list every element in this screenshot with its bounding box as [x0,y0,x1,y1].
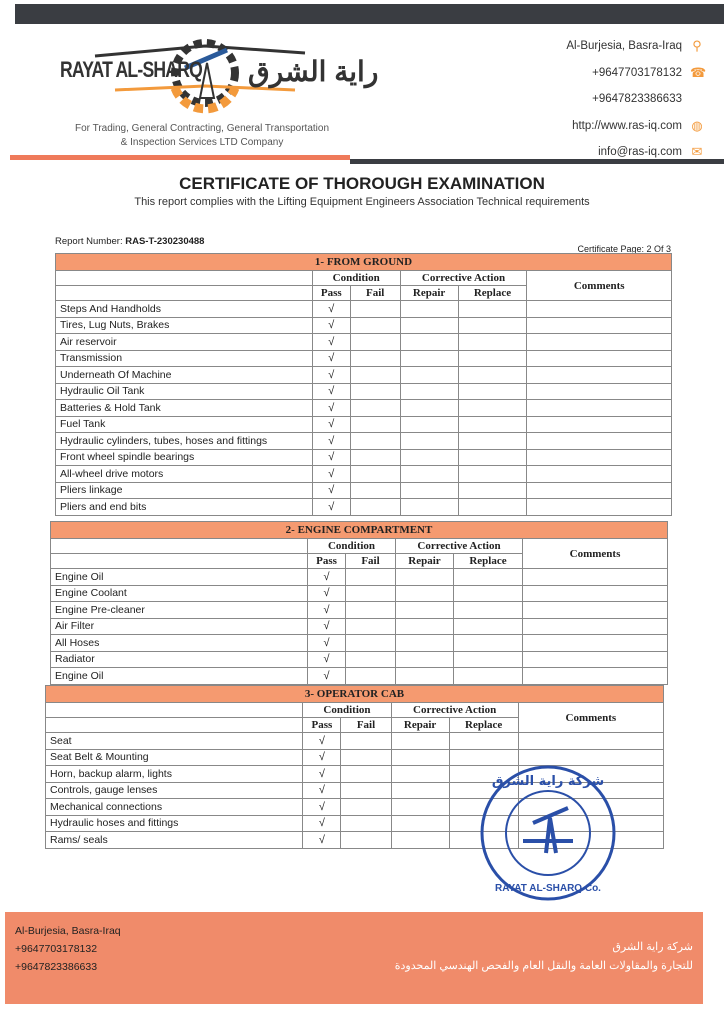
pass-header: Pass [312,286,350,301]
item-label: Engine Pre-cleaner [51,602,308,619]
replace-cell[interactable] [454,602,523,619]
section-title: 3- OPERATOR CAB [46,686,664,703]
table-row [51,635,668,652]
comments-cell[interactable] [527,416,672,433]
report-number-label: Report Number: [55,236,126,247]
corrective-action-header: Corrective Action [400,271,527,286]
pass-check-cell[interactable]: √ [312,466,350,483]
repair-cell[interactable] [391,832,449,849]
contact-text: +9647703178132 [592,66,682,79]
comments-cell[interactable] [523,651,668,668]
repair-cell[interactable] [400,367,458,384]
inspection-table-1 [55,253,672,516]
pass-check-cell[interactable]: √ [312,482,350,499]
replace-cell[interactable] [458,433,527,450]
fail-cell[interactable] [346,635,396,652]
comments-cell[interactable] [527,383,672,400]
item-label: Pliers linkage [56,482,313,499]
orange-divider [10,155,350,160]
item-label: Hydraulic hoses and fittings [46,815,303,832]
repair-cell[interactable] [391,782,449,799]
comments-cell[interactable] [527,317,672,334]
section-title: 2- ENGINE COMPARTMENT [51,522,668,539]
repair-cell[interactable] [396,651,454,668]
pass-check-cell[interactable]: √ [312,433,350,450]
item-label: Hydraulic cylinders, tubes, hoses and fittings [56,433,313,450]
pass-check-cell[interactable]: √ [312,400,350,417]
comments-cell[interactable] [527,433,672,450]
repair-cell[interactable] [400,334,458,351]
pass-header: Pass [308,554,346,569]
replace-cell[interactable] [454,618,523,635]
fail-cell[interactable] [350,350,400,367]
comments-cell[interactable] [518,733,663,750]
replace-cell[interactable] [449,733,518,750]
repair-cell[interactable] [391,799,449,816]
fail-cell[interactable] [341,832,391,849]
globe-icon: ◍ [691,117,703,133]
repair-cell[interactable] [396,618,454,635]
fail-cell[interactable] [350,301,400,318]
contact-item [566,113,704,140]
replace-cell[interactable] [454,635,523,652]
logo-text-ar: راية الشرق [248,56,379,87]
table-row [51,668,668,685]
dark-divider [350,159,724,164]
contact-item [566,60,707,87]
comments-cell[interactable] [523,635,668,652]
item-label: Controls, gauge lenses [46,782,303,799]
fail-cell[interactable] [346,569,396,586]
pass-check-cell[interactable]: √ [312,350,350,367]
repair-cell[interactable] [400,499,458,516]
contact-text: +9647823386633 [592,93,682,106]
comments-cell[interactable] [527,400,672,417]
comments-cell[interactable] [523,668,668,685]
table-row [56,301,672,318]
replace-cell[interactable] [458,367,527,384]
replace-cell[interactable] [454,569,523,586]
repair-cell[interactable] [400,350,458,367]
certificate-title: CERTIFICATE OF THOROUGH EXAMINATION [179,174,545,193]
pass-check-cell[interactable]: √ [312,383,350,400]
blank-cell [51,539,308,554]
blank-cell [56,271,313,286]
comments-cell[interactable] [527,499,672,516]
table-row [56,383,672,400]
table-row [51,585,668,602]
pass-check-cell[interactable]: √ [303,766,341,783]
repair-cell[interactable] [396,668,454,685]
repair-header: Repair [391,718,449,733]
logo-text-en: RAYAT AL-SHARQ [60,57,203,82]
repair-cell[interactable] [400,449,458,466]
repair-header: Repair [400,286,458,301]
item-label: Fuel Tank [56,416,313,433]
fail-cell[interactable] [341,766,391,783]
table-row [56,350,672,367]
footer-band [5,912,703,1004]
repair-cell[interactable] [396,602,454,619]
item-label: All Hoses [51,635,308,652]
replace-cell[interactable] [454,585,523,602]
repair-cell[interactable] [396,635,454,652]
replace-cell[interactable] [458,350,527,367]
contact-list [566,33,707,166]
repair-cell[interactable] [400,400,458,417]
inspection-table-2 [50,521,668,685]
section-header [46,686,664,703]
fail-cell[interactable] [350,317,400,334]
replace-cell[interactable] [454,668,523,685]
replace-cell[interactable] [458,317,527,334]
replace-cell[interactable] [458,334,527,351]
replace-header: Replace [454,554,523,569]
comments-cell[interactable] [527,449,672,466]
item-label: Radiator [51,651,308,668]
fail-cell[interactable] [350,400,400,417]
table-row [56,449,672,466]
comments-cell[interactable] [527,367,672,384]
comments-cell[interactable] [527,334,672,351]
tagline [58,122,346,150]
certificate-page: Certificate Page: 2 Of 3 [577,244,671,254]
comments-cell[interactable] [527,466,672,483]
phone-icon: ☎ [690,64,707,80]
repair-cell[interactable] [396,569,454,586]
item-label: Transmission [56,350,313,367]
report-number-value: RAS-T-230230488 [125,236,205,247]
repair-cell[interactable] [396,585,454,602]
item-label: Front wheel spindle bearings [56,449,313,466]
report-number [55,236,204,247]
table-row [51,618,668,635]
table-row [51,569,668,586]
replace-cell[interactable] [458,449,527,466]
comments-cell[interactable] [523,569,668,586]
replace-cell[interactable] [458,482,527,499]
comments-cell[interactable] [527,482,672,499]
table-row [46,733,664,750]
repair-header: Repair [396,554,454,569]
footer-company-desc-ar: للتجارة والمقاولات العامة والنقل العام والفحص الهندسي المحدودة [394,960,693,972]
fail-cell[interactable] [350,449,400,466]
replace-cell[interactable] [454,651,523,668]
fail-header: Fail [341,718,391,733]
table-row [56,499,672,516]
footer-arabic [395,938,693,976]
footer-phone-1: +9647703178132 [15,943,98,955]
item-label: Steps And Handholds [56,301,313,318]
comments-cell[interactable] [523,585,668,602]
column-group-header [46,703,664,718]
item-label: Engine Oil [51,569,308,586]
fail-cell[interactable] [346,585,396,602]
tagline-line-1: For Trading, General Contracting, General Transportation [74,123,330,134]
item-label: All-wheel drive motors [56,466,313,483]
footer-contacts [15,922,121,976]
item-label: Engine Oil [51,668,308,685]
company-stamp-icon [478,763,618,903]
fail-cell[interactable] [341,815,391,832]
corrective-action-header: Corrective Action [396,539,523,554]
fail-cell[interactable] [350,367,400,384]
repair-cell[interactable] [391,749,449,766]
svg-text:شركة راية الشرق: شركة راية الشرق [491,774,605,789]
table-row [56,416,672,433]
repair-cell[interactable] [400,383,458,400]
footer-address: Al-Burjesia, Basra-Iraq [15,925,121,937]
tagline-line-2: & Inspection Services LTD Company [120,137,284,148]
pass-check-cell[interactable]: √ [308,635,346,652]
blank-cell [56,286,313,301]
column-group-header [56,271,672,286]
pass-check-cell[interactable]: √ [308,585,346,602]
certificate-subtitle: This report complies with the Lifting Equipment Engineers Association Technical requirements [134,196,590,208]
replace-cell[interactable] [458,466,527,483]
pass-check-cell[interactable]: √ [303,733,341,750]
blank-cell [46,703,303,718]
replace-header: Replace [458,286,527,301]
replace-cell[interactable] [458,416,527,433]
repair-cell[interactable] [400,482,458,499]
repair-cell[interactable] [391,733,449,750]
fail-cell[interactable] [350,466,400,483]
fail-cell[interactable] [350,383,400,400]
blank-cell [46,718,303,733]
condition-header: Condition [303,703,391,718]
item-label: Air reservoir [56,334,313,351]
pass-check-cell[interactable]: √ [312,334,350,351]
replace-cell[interactable] [458,499,527,516]
pass-check-cell[interactable]: √ [303,815,341,832]
fail-cell[interactable] [350,416,400,433]
fail-cell[interactable] [341,799,391,816]
fail-cell[interactable] [346,651,396,668]
table-row [56,433,672,450]
comments-cell[interactable] [523,602,668,619]
contact-item [566,33,704,60]
replace-cell[interactable] [458,383,527,400]
fail-cell[interactable] [350,334,400,351]
svg-text:RAYAT AL-SHARQ Co.: RAYAT AL-SHARQ Co. [495,883,601,894]
section-title: 1- FROM GROUND [56,254,672,271]
comments-cell[interactable] [527,301,672,318]
item-label: Seat [46,733,303,750]
table-row [51,651,668,668]
location-pin-icon: ⚲ [692,38,702,54]
pass-check-cell[interactable]: √ [312,449,350,466]
pass-check-cell[interactable]: √ [303,749,341,766]
pass-check-cell[interactable]: √ [312,301,350,318]
table-row [56,334,672,351]
pass-check-cell[interactable]: √ [303,799,341,816]
repair-cell[interactable] [391,766,449,783]
condition-header: Condition [312,271,400,286]
fail-cell[interactable] [341,782,391,799]
condition-header: Condition [308,539,396,554]
comments-cell[interactable] [527,350,672,367]
item-label: Pliers and end bits [56,499,313,516]
section-header [51,522,668,539]
table-row [56,466,672,483]
contact-text: Al-Burjesia, Basra-Iraq [566,40,682,53]
contact-text: info@ras-iq.com [598,146,682,159]
comments-header: Comments [523,539,668,569]
fail-cell[interactable] [346,668,396,685]
item-label: Mechanical connections [46,799,303,816]
table-row [56,367,672,384]
repair-cell[interactable] [400,416,458,433]
fail-cell[interactable] [341,749,391,766]
comments-cell[interactable] [523,618,668,635]
pass-check-cell[interactable]: √ [303,832,341,849]
table-row [51,602,668,619]
pass-check-cell[interactable]: √ [308,668,346,685]
fail-cell[interactable] [350,433,400,450]
item-label: Seat Belt & Mounting [46,749,303,766]
section-header [56,254,672,271]
item-label: Hydraulic Oil Tank [56,383,313,400]
footer-company-name-ar: شركة راية الشرق [612,941,693,953]
fail-cell[interactable] [350,499,400,516]
header-dark-bar [15,4,724,24]
item-label: Rams/ seals [46,832,303,849]
item-label: Batteries & Hold Tank [56,400,313,417]
contact-text: http://www.ras-iq.com [572,119,682,132]
item-label: Engine Coolant [51,585,308,602]
fail-cell[interactable] [341,733,391,750]
fail-cell[interactable] [346,618,396,635]
fail-cell[interactable] [350,482,400,499]
pass-check-cell[interactable]: √ [303,782,341,799]
pass-check-cell[interactable]: √ [312,416,350,433]
item-label: Underneath Of Machine [56,367,313,384]
fail-header: Fail [350,286,400,301]
repair-cell[interactable] [400,301,458,318]
contact-icon-placeholder [690,92,704,106]
comments-header: Comments [518,703,663,733]
replace-cell[interactable] [458,400,527,417]
repair-cell[interactable] [391,815,449,832]
item-label: Tires, Lug Nuts, Brakes [56,317,313,334]
contact-item [566,86,704,113]
pass-check-cell[interactable]: √ [308,569,346,586]
blank-cell [51,554,308,569]
pass-header: Pass [303,718,341,733]
comments-header: Comments [527,271,672,301]
fail-header: Fail [346,554,396,569]
item-label: Horn, backup alarm, lights [46,766,303,783]
repair-cell[interactable] [400,433,458,450]
table-row [56,482,672,499]
item-label: Air Filter [51,618,308,635]
corrective-action-header: Corrective Action [391,703,518,718]
replace-cell[interactable] [458,301,527,318]
column-group-header [51,539,668,554]
pass-check-cell[interactable]: √ [308,602,346,619]
email-icon: ✉ [691,144,703,160]
pass-check-cell[interactable]: √ [308,651,346,668]
pass-check-cell[interactable]: √ [312,317,350,334]
table-row [56,400,672,417]
pass-check-cell[interactable]: √ [312,367,350,384]
pass-check-cell[interactable]: √ [312,499,350,516]
repair-cell[interactable] [400,466,458,483]
pass-check-cell[interactable]: √ [308,618,346,635]
replace-header: Replace [449,718,518,733]
footer-phone-2: +9647823386633 [15,961,98,973]
table-row [56,317,672,334]
fail-cell[interactable] [346,602,396,619]
repair-cell[interactable] [400,317,458,334]
